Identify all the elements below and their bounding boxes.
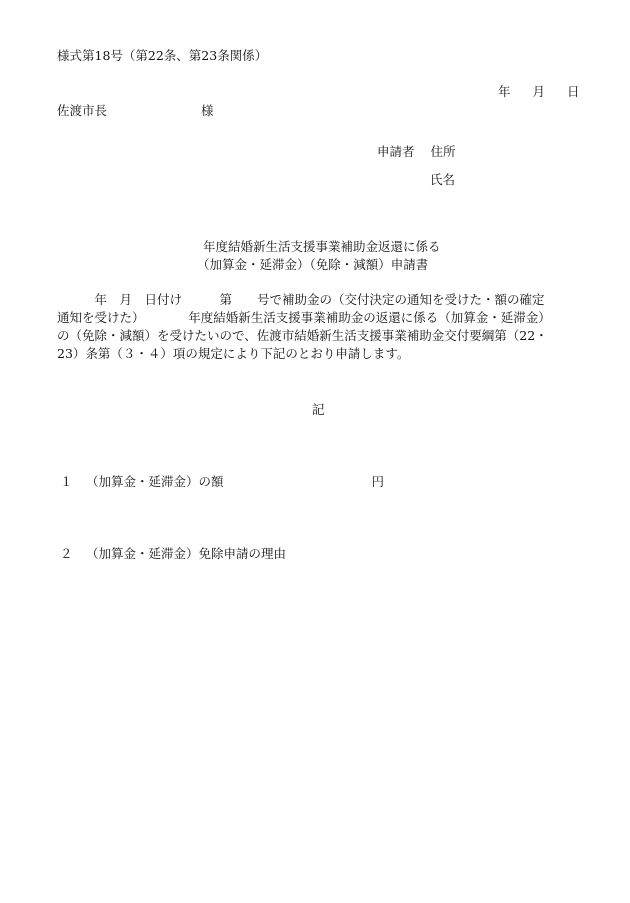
body-paragraph bbox=[57, 291, 582, 363]
document-title-line2: （加算金・延滞金）（免除・減額）申請書 bbox=[197, 257, 429, 272]
item-number: ２ bbox=[60, 546, 73, 561]
address-label: 住所 bbox=[430, 144, 456, 159]
addressee-name: 佐渡市長 bbox=[57, 103, 108, 118]
body-line: の（免除・減額）を受けたいので、佐渡市結婚新生活支援事業補助金交付要綱第（22・ bbox=[57, 328, 548, 343]
date-line bbox=[498, 86, 580, 99]
item-label: （加算金・延滞金）の額 bbox=[86, 474, 224, 489]
body-line: 23）条第（３・４）項の規定により下記のとおり申請します。 bbox=[57, 346, 410, 361]
yen-unit: 円 bbox=[371, 474, 385, 489]
item-amount bbox=[60, 476, 384, 489]
date-day: 日 bbox=[567, 84, 580, 99]
applicant-label: 申請者 bbox=[377, 144, 415, 159]
applicant-name-label: 氏名 bbox=[430, 172, 456, 187]
item-number: １ bbox=[60, 474, 73, 489]
item-label: （加算金・延滞金）免除申請の理由 bbox=[86, 546, 287, 561]
body-line: 年 月 日付け 第 号で補助金の（交付決定の通知を受けた・額の確定 bbox=[57, 292, 545, 307]
document-title-line1: 年度結婚新生活支援事業補助金返還に係る bbox=[203, 239, 441, 254]
addressee-honorific: 様 bbox=[201, 103, 214, 118]
ki-heading: 記 bbox=[312, 402, 325, 417]
body-line: 通知を受けた） 年度結婚新生活支援事業補助金の返還に係る（加算金・延滞金） bbox=[57, 310, 551, 325]
date-month: 月 bbox=[532, 84, 546, 99]
form-number: 様式第18号（第22条、第23条関係） bbox=[57, 48, 268, 63]
date-year: 年 bbox=[498, 84, 511, 99]
item-reason bbox=[60, 548, 286, 561]
applicant-address-row bbox=[377, 146, 456, 159]
addressee bbox=[57, 105, 214, 118]
